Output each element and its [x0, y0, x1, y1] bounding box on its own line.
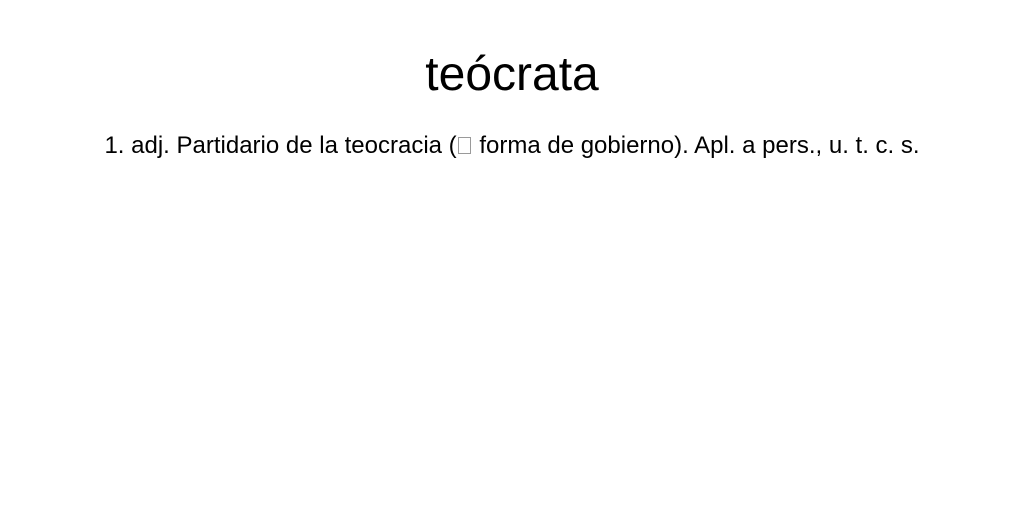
sense-number: 1. [104, 132, 125, 159]
missing-glyph-icon [458, 137, 471, 154]
grammatical-category: adj. [131, 132, 170, 159]
headword: teócrata [425, 48, 599, 101]
definition-text-end: forma de gobierno). Apl. a pers., u. t. c. s. [472, 132, 920, 159]
definition-sense-1 [90, 127, 934, 165]
definition-text-start: Partidario de la teocracia ( [176, 132, 457, 159]
